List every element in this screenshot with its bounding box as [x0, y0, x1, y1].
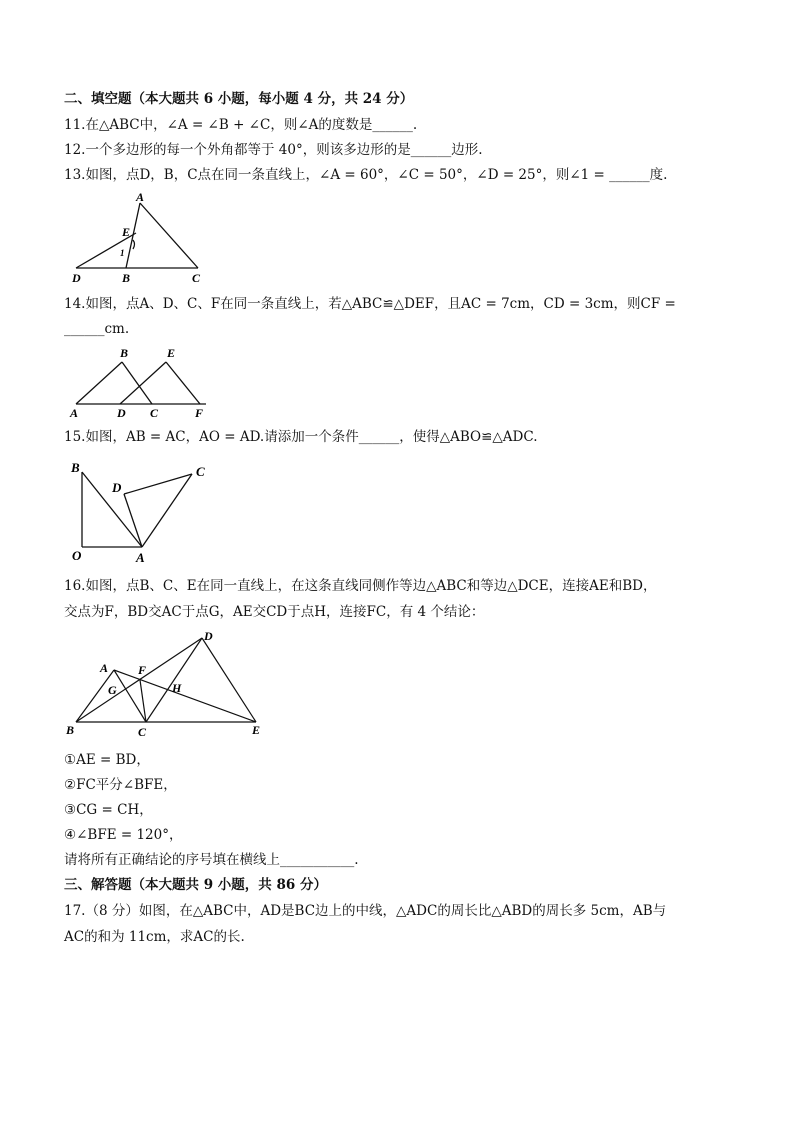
question-17-line-1: 17.（8 分）如图，在△ABC中，AD是BC边上的中线，△ADC的周长比△ABD的周长多 5cm，AB与: [64, 903, 667, 919]
label-F: F: [138, 663, 147, 677]
label-C: C: [196, 464, 205, 479]
label-C: C: [150, 406, 159, 420]
label-B: B: [66, 723, 75, 737]
label-angle-1: 1: [120, 248, 125, 258]
section2-header: 二、填空题（本大题共 6 小题，每小题 4 分，共 24 分）: [64, 91, 414, 107]
label-H: H: [172, 681, 182, 695]
conclusion-1: ①AE = BD，: [64, 752, 150, 768]
question-16-line-2: 交点为F，BD交AC于点G，AE交CD于点H，连接FC，有 4 个结论：: [64, 604, 485, 620]
label-A: A: [136, 550, 145, 565]
label-B: B: [71, 460, 80, 475]
label-D: D: [204, 629, 213, 643]
label-E: E: [252, 723, 261, 737]
label-D: D: [112, 480, 122, 495]
label-C: C: [192, 271, 201, 285]
label-D: D: [72, 271, 81, 285]
conclusion-4: ④∠BFE = 120°，: [64, 827, 183, 843]
question-17-line-2: AC的和为 11cm，求AC的长.: [64, 929, 245, 945]
label-E: E: [122, 225, 131, 239]
question-16-answer-line: 请将所有正确结论的序号填在横线上___________.: [64, 852, 359, 868]
label-O: O: [72, 548, 82, 563]
figure-q14: [64, 342, 224, 422]
label-D: D: [117, 406, 126, 420]
label-F: F: [195, 406, 204, 420]
conclusion-3: ③CG = CH，: [64, 802, 153, 818]
question-14-line-1: 14.如图，点A、D、C、F在同一条直线上，若△ABC≌△DEF，且AC = 7cm，CD = 3cm，则CF =: [64, 296, 676, 312]
question-12: 12.一个多边形的每一个外角都等于 40°，则该多边形的是______边形.: [64, 142, 483, 158]
label-G: G: [108, 683, 117, 697]
label-A: A: [136, 190, 145, 204]
question-16-line-1: 16.如图，点B、C、E在同一直线上，在这条直线同侧作等边△ABC和等边△DCE，连接AE和BD，: [64, 578, 657, 594]
question-14-line-2: ______cm.: [64, 321, 130, 337]
label-A: A: [70, 406, 79, 420]
section3-header: 三、解答题（本大题共 9 小题，共 86 分）: [64, 877, 327, 893]
conclusion-2: ②FC平分∠BFE，: [64, 777, 177, 793]
question-13: 13.如图，点D，B，C点在同一条直线上，∠A = 60°，∠C = 50°，∠D = 25°，则∠1 = ______度.: [64, 167, 668, 183]
label-C: C: [138, 725, 147, 739]
figure-q16: [60, 626, 280, 741]
label-B: B: [122, 271, 131, 285]
label-E: E: [167, 346, 176, 360]
label-B: B: [120, 346, 129, 360]
figure-q15: [64, 452, 224, 567]
figure-q13: [64, 188, 214, 288]
question-11: 11.在△ABC中，∠A = ∠B + ∠C，则∠A的度数是______.: [64, 117, 418, 133]
question-15: 15.如图，AB = AC，AO = AD.请添加一个条件______，使得△ABO≌△ADC.: [64, 429, 538, 445]
label-A: A: [100, 661, 109, 675]
